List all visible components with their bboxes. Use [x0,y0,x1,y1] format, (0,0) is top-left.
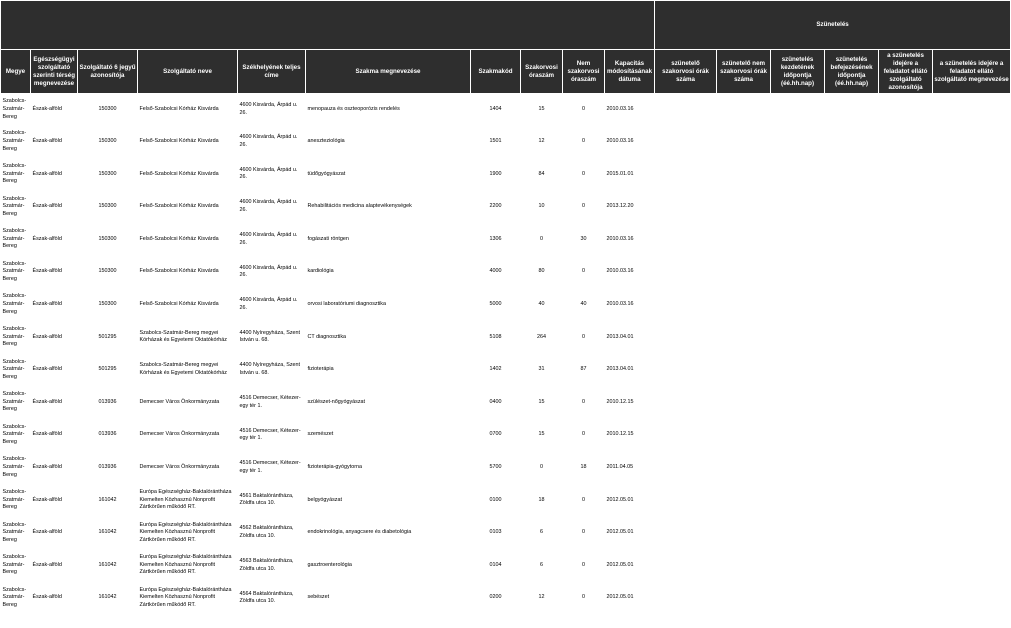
cell-megye: Szabolcs-Szatmár-Bereg [2,391,27,413]
cell-szakmakod: 1402 [489,366,502,373]
cell-azonosito: 501295 [98,366,117,373]
cell-szuneteles-empty [771,223,825,256]
cell-szuneteles-empty [655,126,717,159]
cell-modositas-datum: 2010.03.16 [606,300,634,307]
cell-szekhely-cim: 4562 Baktalórántháza, Zöldfa utca 10. [239,525,294,539]
column-header: Kapacitás módosításának dátuma [605,50,655,94]
table-row [1,321,1011,354]
cell-szolgaltato-neve: Felső-Szabolcsi Kórház Kisvárda [139,300,219,307]
cell-megye: Szabolcs-Szatmár-Bereg [2,554,27,576]
cell-szakma: sebészet [307,594,330,601]
cell-szuneteles-empty [825,223,879,256]
cell-szolgaltato-neve: Demecser Város Önkormányzata [139,463,220,470]
table-row [1,191,1011,224]
cell-szakma: aneszteziológia [307,138,345,144]
cell-szuneteles-empty [825,354,879,387]
table-row [1,386,1011,419]
column-header: Szakmakód [471,50,521,94]
cell-terseg: Észak-alföld [32,594,62,601]
table-row [1,517,1011,550]
cell-szekhely-cim: 4600 Kisvárda, Árpád u. 26. [239,297,298,311]
cell-szolgaltato-neve: Felső-Szabolcsi Kórház Kisvárda [139,203,219,210]
cell-szuneteles-empty [655,386,717,419]
cell-nem-szakorvosi-oraszam: 0 [582,268,585,275]
cell-szuneteles-empty [933,582,1011,615]
cell-szuneteles-empty [825,288,879,321]
cell-szolgaltato-neve: Európa Egészségház-Baktalórántháza Kiemelten Közhasznú Nonprofit Zártkörűen működő RT. [139,554,232,576]
cell-szuneteles-empty [771,517,825,550]
cell-szuneteles-empty [655,158,717,191]
cell-szuneteles-empty [825,451,879,484]
column-header: Szakma megnevezése [306,50,471,94]
cell-azonosito: 150300 [98,138,117,144]
cell-szolgaltato-neve: Felső-Szabolcsi Kórház Kisvárda [139,268,219,275]
table-row [1,419,1011,452]
table-row [1,256,1011,289]
cell-modositas-datum: 2013.12.20 [606,203,634,210]
cell-szekhely-cim: 4600 Kisvárda, Árpád u. 26. [239,102,298,116]
cell-szolgaltato-neve: Európa Egészségház-Baktalórántháza Kiemelten Közhasznú Nonprofit Zártkörűen működő RT. [139,586,232,608]
cell-szuneteles-empty [717,158,771,191]
cell-szuneteles-empty [771,386,825,419]
cell-szuneteles-empty [825,549,879,582]
cell-megye: Szabolcs-Szatmár-Bereg [2,488,27,511]
cell-szekhely-cim: 4564 Baktalórántháza, Zöldfa utca 10. [239,590,294,605]
cell-szuneteles-empty [879,386,933,419]
cell-szuneteles-empty [717,191,771,224]
cell-szuneteles-empty [717,256,771,289]
cell-szakorvosi-oraszam: 80 [538,268,545,275]
cell-szakorvosi-oraszam: 84 [538,170,545,177]
cell-szakma: endokrinológia, anyagcsere és diabetológia [307,529,412,536]
cell-terseg: Észak-alföld [32,463,62,470]
cell-szuneteles-empty [771,191,825,224]
cell-szakmakod: 1501 [489,138,502,144]
cell-azonosito: 013936 [98,463,117,470]
cell-szakmakod: 2200 [489,203,502,210]
cell-nem-szakorvosi-oraszam: 40 [580,300,587,307]
cell-szuneteles-empty [771,451,825,484]
cell-szuneteles-empty [771,484,825,517]
table-row [1,582,1011,615]
cell-szakorvosi-oraszam: 12 [538,138,545,144]
cell-modositas-datum: 2010.03.16 [606,105,634,112]
cell-terseg: Észak-alföld [32,203,62,210]
cell-azonosito: 150300 [98,105,117,112]
cell-szakma: szemészet [307,431,334,438]
cell-szuneteles-empty [879,288,933,321]
cell-szolgaltato-neve: Felső-Szabolcsi Kórház Kisvárda [139,235,219,242]
cell-terseg: Észak-alföld [32,300,62,307]
cell-szakmakod: 1900 [489,170,502,177]
cell-szakmakod: 1404 [489,105,502,112]
cell-szuneteles-empty [879,517,933,550]
cell-szolgaltato-neve: Felső-Szabolcsi Kórház Kisvárda [139,105,219,112]
cell-szuneteles-empty [933,549,1011,582]
cell-szuneteles-empty [655,94,717,126]
cell-szekhely-cim: 4400 Nyíregyháza, Szent István u. 68. [239,362,301,376]
cell-szuneteles-empty [825,386,879,419]
cell-szekhely-cim: 4600 Kisvárda, Árpád u. 26. [239,134,298,148]
cell-szuneteles-empty [717,354,771,387]
cell-szuneteles-empty [825,191,879,224]
cell-szakorvosi-oraszam: 6 [540,561,543,568]
column-header: szünetelés befejezésének időpontja (éé.hh.nap) [825,50,879,94]
table-row [1,354,1011,387]
cell-szekhely-cim: 4516 Demecser, Kétezer-egy tér 1. [239,394,301,409]
cell-szuneteles-empty [879,321,933,354]
cell-szakmakod: 0700 [489,431,502,438]
cell-szuneteles-empty [717,321,771,354]
cell-nem-szakorvosi-oraszam: 0 [582,431,585,438]
cell-szakorvosi-oraszam: 0 [540,463,543,470]
cell-szuneteles-empty [933,288,1011,321]
cell-szakorvosi-oraszam: 18 [538,496,545,503]
cell-szolgaltato-neve: Felső-Szabolcsi Kórház Kisvárda [139,170,219,177]
cell-szuneteles-empty [879,419,933,452]
cell-szuneteles-empty [717,126,771,159]
table-row [1,94,1011,126]
cell-szakorvosi-oraszam: 40 [538,300,545,307]
cell-nem-szakorvosi-oraszam: 0 [582,138,585,144]
cell-modositas-datum: 2012.05.01 [606,529,634,536]
cell-terseg: Észak-alföld [32,170,62,177]
cell-szuneteles-empty [825,256,879,289]
cell-szuneteles-empty [717,223,771,256]
cell-szekhely-cim: 4563 Baktalórántháza, Zöldfa utca 10. [239,557,294,572]
cell-szakorvosi-oraszam: 264 [537,333,546,340]
cell-megye: Szabolcs-Szatmár-Bereg [2,130,27,152]
cell-azonosito: 013936 [98,398,117,405]
cell-szuneteles-empty [879,582,933,615]
cell-modositas-datum: 2010.12.15 [606,398,634,405]
cell-szolgaltato-neve: Demecser Város Önkormányzata [139,431,220,438]
cell-szuneteles-empty [879,94,933,126]
header-group-szuneteles: Szünetelés [655,1,1011,50]
cell-szakma: szülészet-nőgyógyászat [307,398,366,405]
cell-szakmakod: 0100 [489,496,502,503]
cell-szuneteles-empty [879,354,933,387]
cell-azonosito: 150300 [98,300,117,307]
cell-szuneteles-empty [655,549,717,582]
cell-szakma: Rehabilitációs medicina alaptevékenységek [307,203,412,210]
cell-szuneteles-empty [933,158,1011,191]
cell-szuneteles-empty [655,223,717,256]
cell-megye: Szabolcs-Szatmár-Bereg [2,195,27,217]
cell-terseg: Észak-alföld [32,268,62,275]
table-row [1,484,1011,517]
table-body [1,94,1011,615]
cell-szuneteles-empty [717,419,771,452]
cell-terseg: Észak-alföld [32,529,62,536]
cell-azonosito: 150300 [98,203,117,210]
cell-azonosito: 501295 [98,333,117,340]
cell-modositas-datum: 2013.04.01 [606,366,634,373]
cell-nem-szakorvosi-oraszam: 0 [582,594,585,601]
cell-szakma: fizioterápia [307,366,334,373]
cell-szuneteles-empty [879,158,933,191]
cell-szuneteles-empty [933,126,1011,159]
column-header: Megye [1,50,31,94]
cell-szuneteles-empty [771,582,825,615]
cell-szekhely-cim: 4600 Kisvárda, Árpád u. 26. [239,166,298,181]
table-row [1,288,1011,321]
cell-megye: Szabolcs-Szatmár-Bereg [2,293,27,315]
cell-azonosito: 161042 [98,529,117,536]
cell-azonosito: 161042 [98,594,117,601]
cell-megye: Szabolcs-Szatmár-Bereg [2,98,27,120]
cell-nem-szakorvosi-oraszam: 0 [582,170,585,177]
cell-szuneteles-empty [879,451,933,484]
cell-szakmakod: 4000 [489,268,502,275]
cell-modositas-datum: 2010.03.16 [606,268,634,275]
cell-nem-szakorvosi-oraszam: 0 [582,496,585,503]
cell-megye: Szabolcs-Szatmár-Bereg [2,586,27,608]
cell-modositas-datum: 2012.05.01 [606,594,634,601]
cell-szekhely-cim: 4400 Nyíregyháza, Szent István u. 68. [239,329,301,344]
cell-terseg: Észak-alföld [32,496,62,503]
column-header: Szolgáltató neve [138,50,238,94]
cell-szakorvosi-oraszam: 6 [540,529,543,536]
table-row [1,158,1011,191]
cell-szakma: menopauza és oszteoporózis rendelés [307,105,400,112]
cell-szuneteles-empty [655,582,717,615]
cell-szekhely-cim: 4600 Kisvárda, Árpád u. 26. [239,199,298,213]
cell-modositas-datum: 2013.04.01 [606,333,634,340]
cell-szuneteles-empty [771,549,825,582]
cell-szakorvosi-oraszam: 10 [538,203,545,210]
cell-szuneteles-empty [879,484,933,517]
cell-azonosito: 161042 [98,561,117,568]
column-header: a szünetelés idejére a feladatot ellátó szolgáltató azonosítója [879,50,933,94]
cell-szolgaltato-neve: Szabolcs-Szatmár-Bereg megyei Kórházak és Egyetemi Oktatókórház [139,329,227,344]
cell-szuneteles-empty [717,517,771,550]
cell-szuneteles-empty [933,354,1011,387]
cell-szuneteles-empty [933,517,1011,550]
cell-szuneteles-empty [717,386,771,419]
cell-szuneteles-empty [655,517,717,550]
cell-szuneteles-empty [879,549,933,582]
cell-szuneteles-empty [933,386,1011,419]
column-header: Szolgáltató 6 jegyű azonosítója [78,50,138,94]
cell-szuneteles-empty [933,256,1011,289]
cell-szuneteles-empty [879,256,933,289]
cell-szuneteles-empty [933,191,1011,224]
cell-szuneteles-empty [655,484,717,517]
cell-szolgaltato-neve: Szabolcs-Szatmár-Bereg megyei Kórházak és Egyetemi Oktatókórház [139,362,227,376]
cell-szakmakod: 0103 [489,529,502,536]
cell-szuneteles-empty [825,582,879,615]
cell-szuneteles-empty [933,451,1011,484]
cell-nem-szakorvosi-oraszam: 18 [580,463,587,470]
cell-szakmakod: 5108 [489,333,502,340]
cell-szakmakod: 0200 [489,594,502,601]
cell-szuneteles-empty [933,321,1011,354]
cell-szuneteles-empty [933,223,1011,256]
cell-megye: Szabolcs-Szatmár-Bereg [2,423,27,445]
cell-szekhely-cim: 4516 Demecser, Kétezer-egy tér 1. [239,460,301,474]
cell-nem-szakorvosi-oraszam: 0 [582,203,585,210]
column-header: szünetelő szakorvosi órák száma [655,50,717,94]
cell-szakma: tüdőgyógyászat [307,170,346,177]
cell-terseg: Észak-alföld [32,138,62,144]
cell-nem-szakorvosi-oraszam: 87 [580,366,587,373]
table-header [1,1,1011,94]
cell-szuneteles-empty [825,484,879,517]
cell-azonosito: 013936 [98,431,117,438]
cell-terseg: Észak-alföld [32,398,62,405]
cell-terseg: Észak-alföld [32,235,62,242]
cell-szuneteles-empty [879,223,933,256]
cell-modositas-datum: 2011.04.05 [606,463,634,470]
cell-terseg: Észak-alföld [32,431,62,438]
column-header: a szünetelés idejére a feladatot ellátó szolgáltató megnevezése [933,50,1011,94]
cell-szuneteles-empty [771,94,825,126]
cell-szolgaltato-neve: Felső-Szabolcsi Kórház Kisvárda [139,138,219,144]
cell-szuneteles-empty [771,288,825,321]
table-row [1,549,1011,582]
cell-szuneteles-empty [655,288,717,321]
cell-szolgaltato-neve: Demecser Város Önkormányzata [139,398,220,405]
cell-szuneteles-empty [771,158,825,191]
cell-megye: Szabolcs-Szatmár-Bereg [2,358,27,380]
cell-szakorvosi-oraszam: 12 [538,594,545,601]
cell-terseg: Észak-alföld [32,333,62,340]
cell-szuneteles-empty [825,94,879,126]
cell-szuneteles-empty [717,582,771,615]
cell-szakma: gasztroenterológia [307,561,352,568]
cell-szuneteles-empty [825,158,879,191]
cell-megye: Szabolcs-Szatmár-Bereg [2,228,27,250]
cell-szuneteles-empty [825,126,879,159]
cell-szuneteles-empty [771,354,825,387]
cell-modositas-datum: 2012.05.01 [606,496,634,503]
cell-szuneteles-empty [655,354,717,387]
cell-szuneteles-empty [933,484,1011,517]
cell-szuneteles-empty [655,256,717,289]
cell-szekhely-cim: 4600 Kisvárda, Árpád u. 26. [239,231,298,246]
cell-nem-szakorvosi-oraszam: 0 [582,105,585,112]
cell-megye: Szabolcs-Szatmár-Bereg [2,163,27,185]
cell-szakorvosi-oraszam: 15 [538,105,545,112]
cell-terseg: Észak-alföld [32,366,62,373]
cell-azonosito: 150300 [98,235,117,242]
cell-modositas-datum: 2010.03.16 [606,138,634,144]
cell-szuneteles-empty [879,126,933,159]
cell-szuneteles-empty [933,419,1011,452]
cell-megye: Szabolcs-Szatmár-Bereg [2,456,27,478]
cell-szuneteles-empty [879,191,933,224]
cell-nem-szakorvosi-oraszam: 0 [582,529,585,536]
cell-szakma: CT diagnosztika [307,333,347,340]
cell-terseg: Észak-alföld [32,561,62,568]
cell-szakorvosi-oraszam: 15 [538,431,545,438]
column-header: Székhelyének teljes címe [238,50,306,94]
cell-modositas-datum: 2010.03.16 [606,235,634,242]
cell-szuneteles-empty [771,419,825,452]
cell-szakma: belgyógyászat [307,496,342,503]
cell-modositas-datum: 2012.05.01 [606,561,634,568]
cell-szuneteles-empty [825,419,879,452]
cell-szuneteles-empty [655,321,717,354]
cell-szakorvosi-oraszam: 0 [540,235,543,242]
cell-terseg: Észak-alföld [32,105,62,112]
table-row [1,451,1011,484]
cell-azonosito: 150300 [98,170,117,177]
cell-szakmakod: 5000 [489,300,502,307]
table-row [1,223,1011,256]
cell-modositas-datum: 2010.12.15 [606,431,634,438]
cell-szuneteles-empty [825,321,879,354]
cell-szuneteles-empty [717,484,771,517]
cell-szakmakod: 5700 [489,463,502,470]
cell-szuneteles-empty [771,126,825,159]
cell-szuneteles-empty [717,549,771,582]
cell-szekhely-cim: 4600 Kisvárda, Árpád u. 26. [239,264,298,279]
column-header: szünetelés kezdetének időpontja (éé.hh.nap) [771,50,825,94]
cell-szakorvosi-oraszam: 15 [538,398,545,405]
cell-szuneteles-empty [655,191,717,224]
cell-szuneteles-empty [825,517,879,550]
cell-szuneteles-empty [771,256,825,289]
cell-szolgaltato-neve: Európa Egészségház-Baktalórántháza Kiemelten Közhasznú Nonprofit Zártkörűen működő RT. [139,521,232,543]
cell-szuneteles-empty [717,94,771,126]
cell-szakorvosi-oraszam: 31 [538,366,545,373]
cell-megye: Szabolcs-Szatmár-Bereg [2,260,27,282]
cell-nem-szakorvosi-oraszam: 30 [580,235,587,242]
cell-megye: Szabolcs-Szatmár-Bereg [2,325,27,348]
cell-nem-szakorvosi-oraszam: 0 [582,398,585,405]
column-header: Nem szakorvosi óraszám [563,50,605,94]
cell-azonosito: 150300 [98,268,117,275]
column-header: szünetelő nem szakorvosi órák száma [717,50,771,94]
cell-szakma: kardiológia [307,268,334,275]
cell-szakmakod: 1306 [489,235,502,242]
table-row [1,126,1011,159]
cell-szakma: fizioterápia-gyógytorna [307,463,363,470]
column-header: Szakorvosi óraszám [521,50,563,94]
cell-szolgaltato-neve: Európa Egészségház-Baktalórántháza Kiemelten Közhasznú Nonprofit Zártkörűen működő RT. [139,488,232,511]
cell-szakma: fogászati röntgen [307,235,349,242]
cell-szuneteles-empty [717,288,771,321]
cell-szuneteles-empty [933,94,1011,126]
cell-szuneteles-empty [717,451,771,484]
cell-szuneteles-empty [655,419,717,452]
cell-szekhely-cim: 4516 Demecser, Kétezer-egy tér 1. [239,427,301,442]
cell-szuneteles-empty [771,321,825,354]
cell-nem-szakorvosi-oraszam: 0 [582,561,585,568]
column-header: Egészségügyi szolgáltató szerinti térség megnevezése [31,50,78,94]
cell-megye: Szabolcs-Szatmár-Bereg [2,521,27,543]
cell-szakmakod: 0400 [489,398,502,405]
cell-szakma: orvosi laboratóriumi diagnosztika [307,300,387,307]
cell-szuneteles-empty [655,451,717,484]
cell-szekhely-cim: 4561 Baktalórántháza, Zöldfa utca 10. [239,492,294,507]
cell-szakmakod: 0104 [489,561,502,568]
cell-azonosito: 161042 [98,496,117,503]
cell-modositas-datum: 2015.01.01 [606,170,634,177]
cell-nem-szakorvosi-oraszam: 0 [582,333,585,340]
